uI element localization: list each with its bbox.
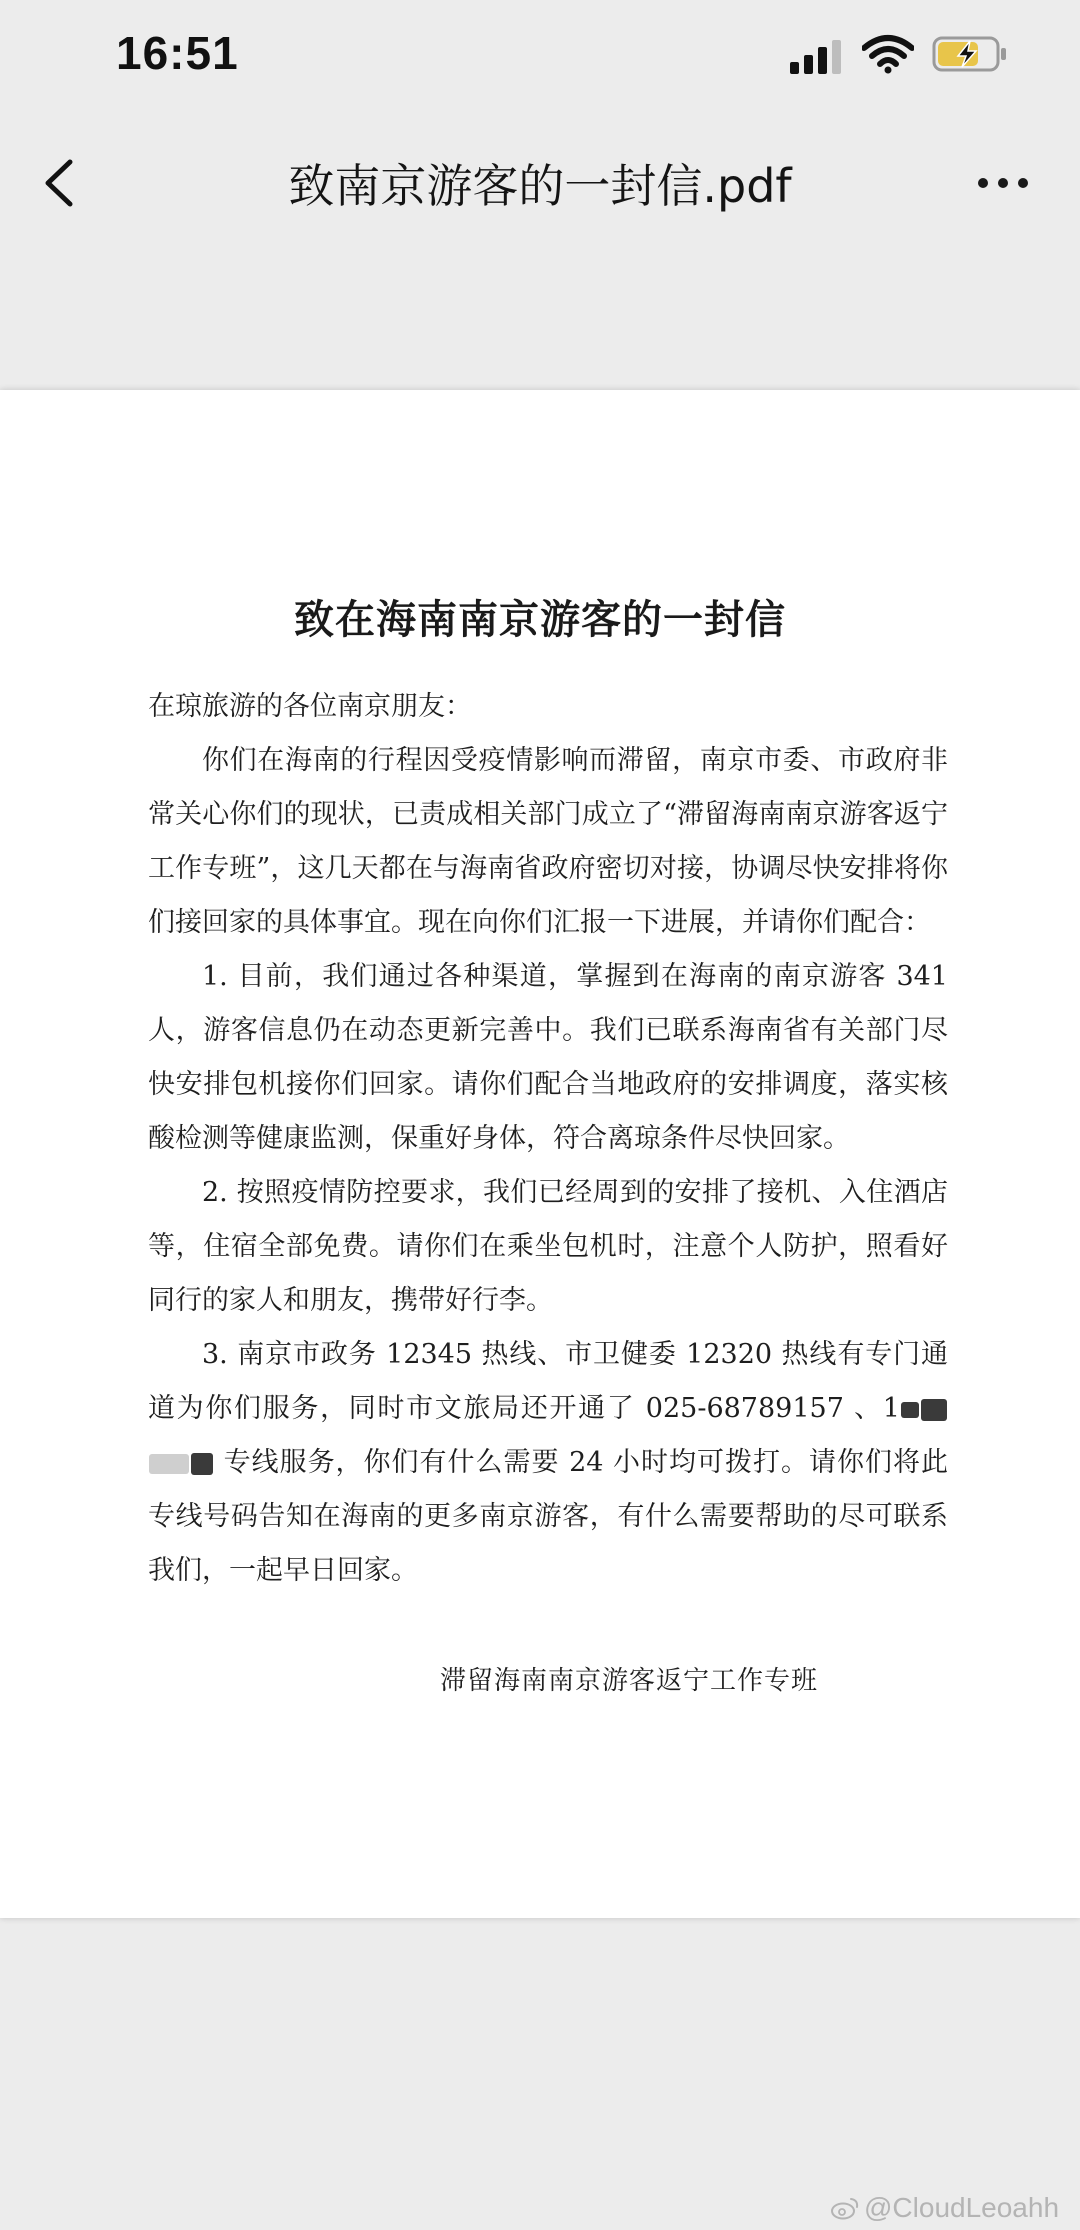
letter-item-3-part-1: 3. 南京市政务 12345 热线、市卫健委 12320 热线有专门通道为你们服务，同时市文旅局还开通了 025-68789157 、1	[148, 1339, 948, 1424]
watermark-text: @CloudLeoahh	[864, 2192, 1060, 2223]
cellular-signal-icon	[790, 38, 844, 74]
watermark	[830, 2192, 1059, 2224]
letter-item-3	[148, 1328, 948, 1598]
letter-body	[148, 680, 948, 1598]
letter-intro: 你们在海南的行程因受疫情影响而滞留，南京市委、市政府非常关心你们的现状，已责成相关部门成立了“滞留海南南京游客返宁工作专班”，这几天都在与海南省政府密切对接，协调尽快安排将你们接回家的具体事宜。现在向你们汇报一下进展，并请你们配合：	[148, 745, 948, 938]
chevron-left-icon	[48, 162, 70, 204]
letter-salutation: 在琼旅游的各位南京朋友：	[148, 691, 472, 722]
document-title: 致南京游客的一封信.pdf	[288, 159, 792, 213]
wifi-icon	[862, 34, 914, 74]
letter-item-2: 2. 按照疫情防控要求，我们已经周到的安排了接机、入住酒店等，住宿全部免费。请你们在乘坐包机时，注意个人防护，照看好同行的家人和朋友，携带好行李。	[148, 1177, 948, 1316]
status-bar	[0, 0, 1080, 110]
letter-item-1: 1. 目前，我们通过各种渠道，掌握到在海南的南京游客 341 人，游客信息仍在动态更新完善中。我们已联系海南省有关部门尽快安排包机接你们回家。请你们配合当地政府的安排调度，落实核酸检测等健康监测，保重好身体，符合离琼条件尽快回家。	[148, 961, 948, 1154]
weibo-icon	[830, 2196, 860, 2220]
nav-bar	[0, 120, 1080, 240]
letter-signature: 滞留海南南京游客返宁工作专班	[440, 1666, 819, 1696]
back-button[interactable]	[30, 148, 90, 218]
letter-item-3-part-2: 专线服务，你们有什么需要 24 小时均可拨打。请你们将此专线号码告知在海南的更多南京游客，有什么需要帮助的尽可联系我们，一起早日回家。	[148, 1447, 948, 1586]
status-time: 16:51	[116, 27, 239, 79]
pdf-page[interactable]	[0, 390, 1080, 1918]
more-options-button[interactable]	[968, 158, 1038, 208]
letter-title: 致在海南南京游客的一封信	[294, 596, 786, 643]
battery-charging-icon	[932, 36, 1008, 72]
